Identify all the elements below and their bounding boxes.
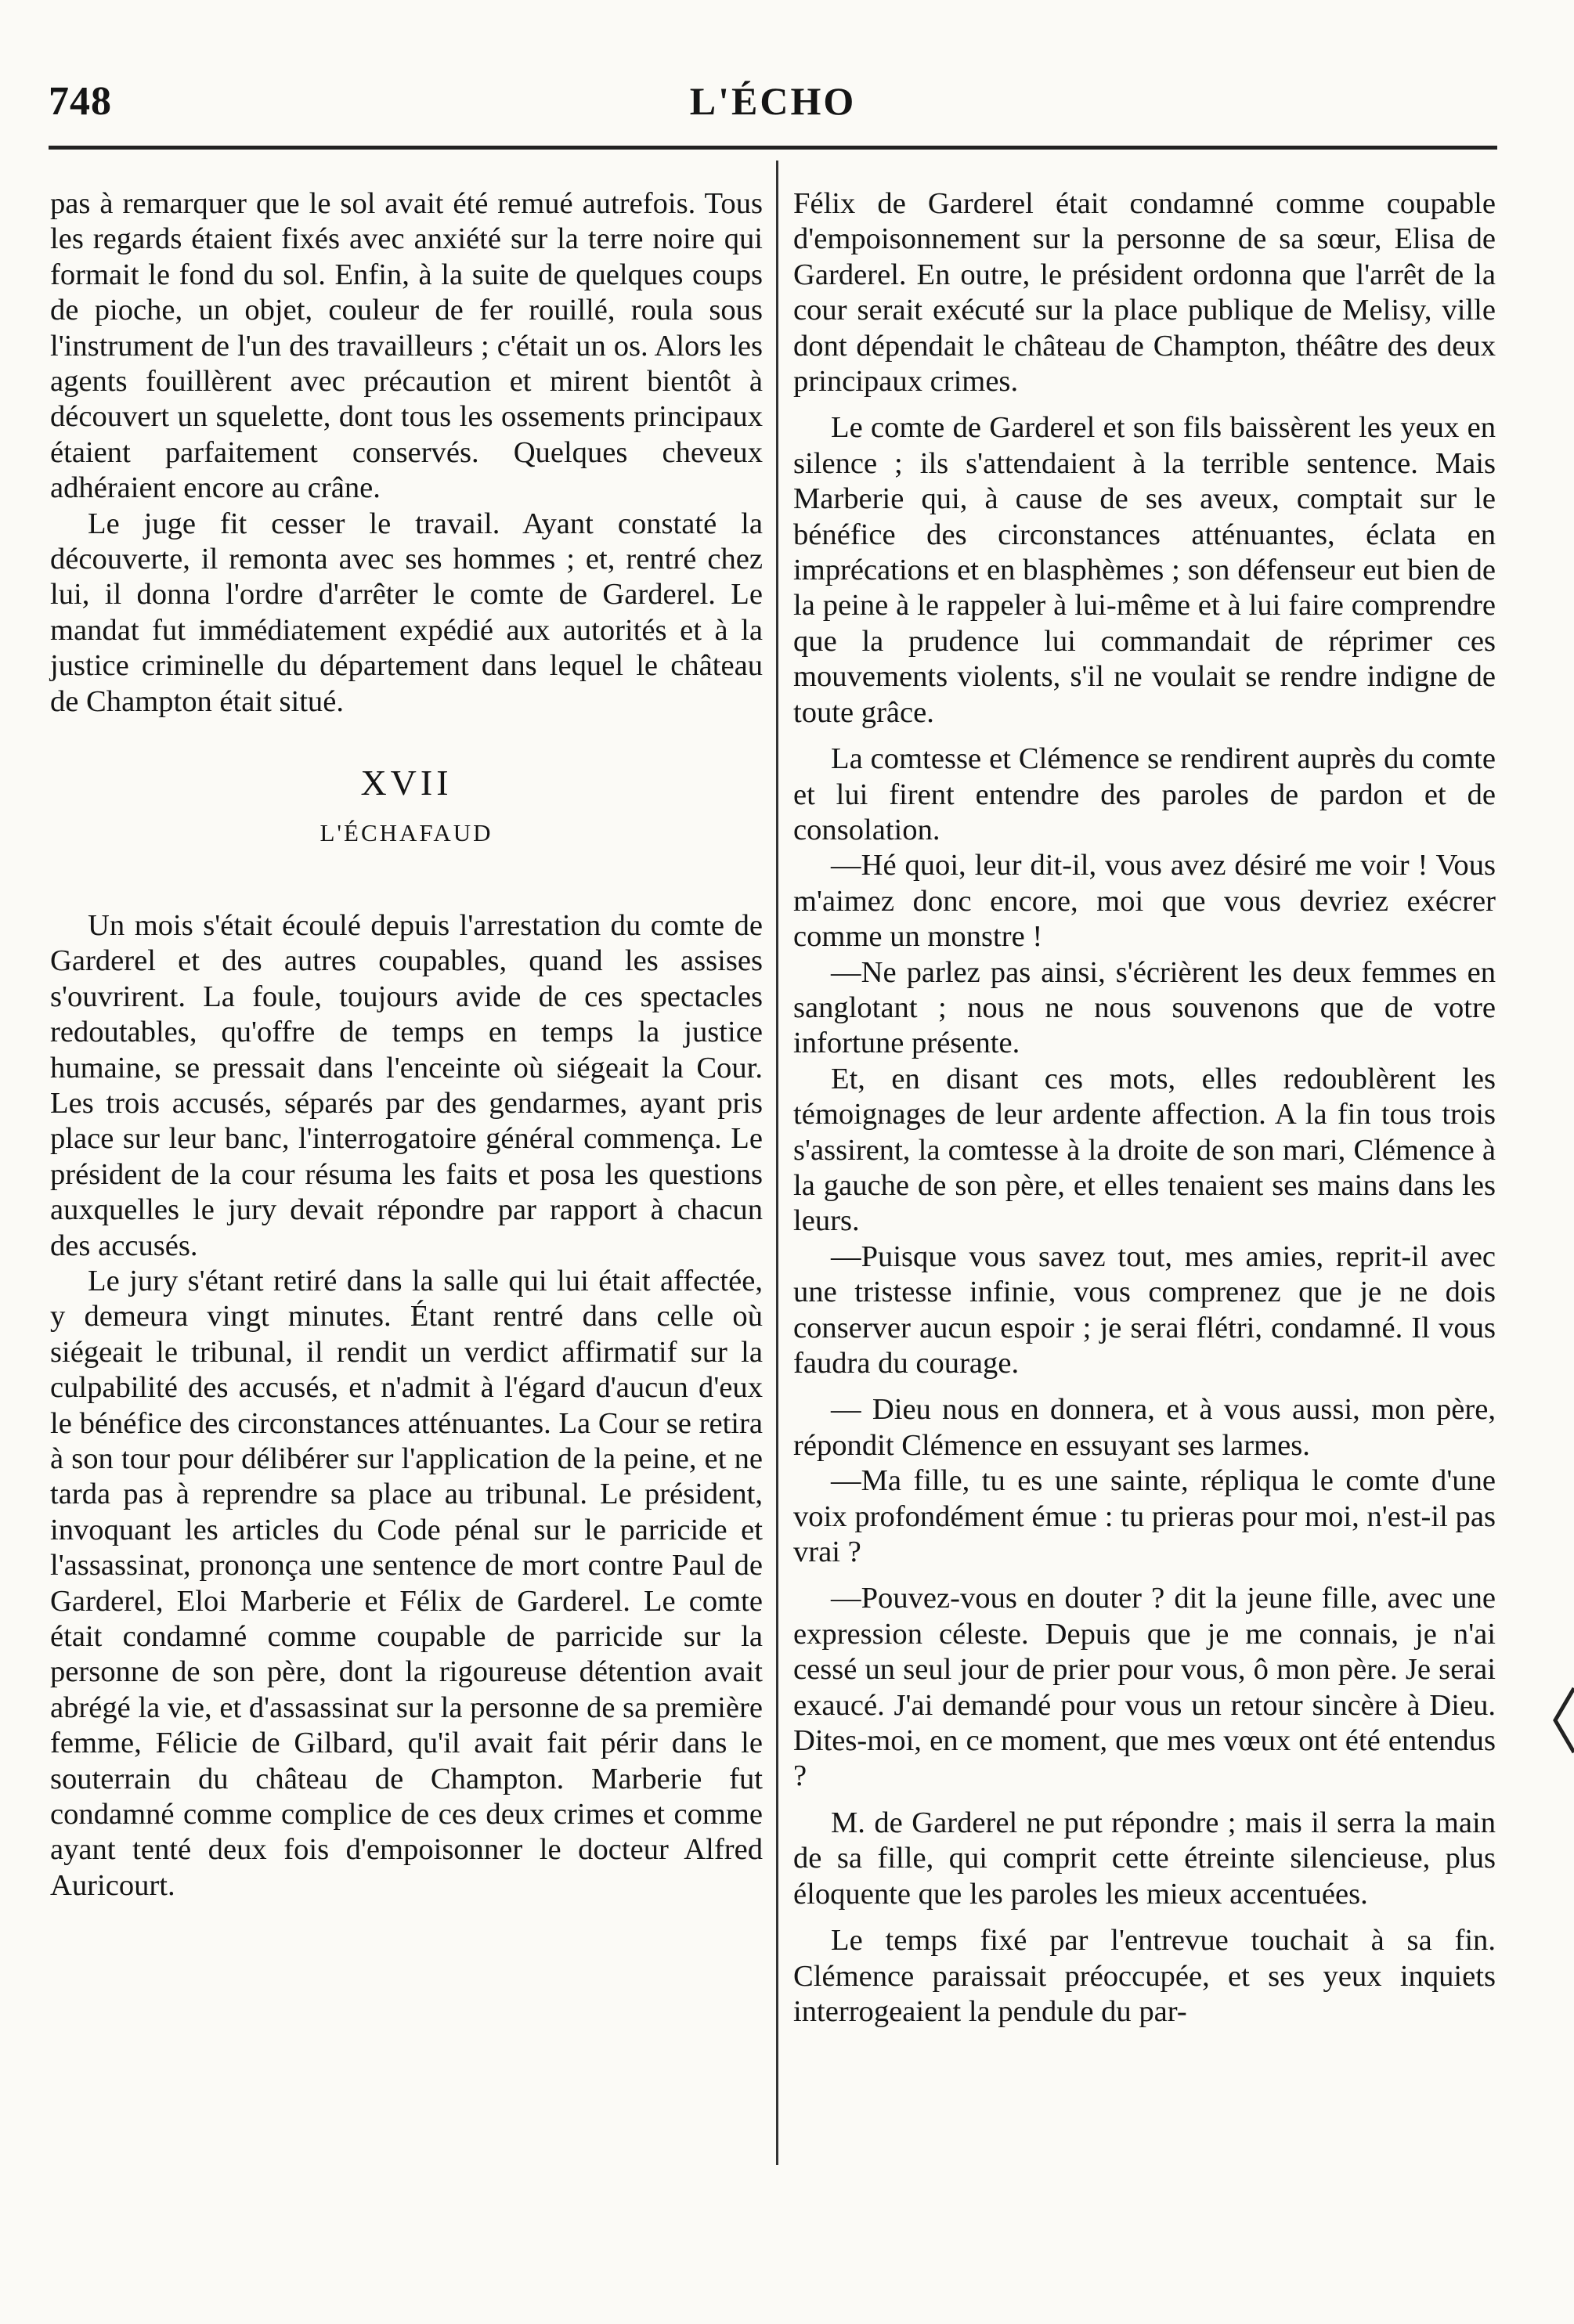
paragraph: Le jury s'étant retiré dans la salle qui lui était affectée, y demeura vingt minutes. Étant rentré dans celle où siégeait le tribunal, il rendit un verdict affirmatif sur la culpabilité des accusés, et n'admit à l'égard d'aucun d'eux le bénéfice des circonstances atténuantes. La Cour se retira à son tour pour délibérer sur l'application de la peine, et ne tarda pas à reprendre sa place au tribunal. Le président, invoquant les articles du Code pénal sur le parricide et l'assassinat, prononça une sentence de mort contre Paul de Garderel, Eloi Marberie et Félix de Garderel. Le comte était condamné comme coupable de parricide sur la personne de son père, dont la rigoureuse détention avait abrégé la vie, et d'assassinat sur la personne de sa première femme, Félicie de Gilbard, qu'il avait fait périr dans le souterrain du château de Champton. Marberie fut condamné comme complice de ces deux crimes et comme ayant tenté deux fois d'empoisonner le docteur Alfred Auricourt. — [50, 1264, 763, 1902]
header-rule — [49, 146, 1497, 150]
paragraph: —Puisque vous savez tout, mes amies, reprit-il avec une tristesse infinie, vous comprenez que je ne dois conserver aucun espoir ; je serai flétri, condamné. Il vous faudra du courage. — [793, 1240, 1496, 1380]
paragraph: —Ne parlez pas ainsi, s'écrièrent les deux femmes en sanglotant ; nous ne nous souvenons que de votre infortune présente. — [793, 955, 1496, 1060]
chapter-number: XVII — [360, 763, 453, 803]
page-number: 748 — [49, 79, 112, 124]
column-divider — [776, 161, 778, 2165]
paragraph: Le juge fit cesser le travail. Ayant constaté la découverte, il remonta avec ses hommes ; et, rentré chez lui, il donna l'ordre d'arrêter le comte de Garderel. Le mandat fut immédiatement expédié aux autorités et à la justice criminelle du département dans lequel le château de Champton était situé. — [50, 507, 763, 718]
paragraph: — Dieu nous en donnera, et à vous aussi, mon père, répondit Clémence en essuyant ses larmes. — [793, 1393, 1496, 1462]
paragraph: —Ma fille, tu es une sainte, répliqua le comte d'une voix profondément émue : tu prieras pour moi, n'est-il pas vrai ? — [793, 1464, 1496, 1569]
chapter-title: L'ÉCHAFAUD — [319, 818, 493, 846]
paragraph: Félix de Garderel était condamné comme coupable d'empoisonnement sur la personne de sa sœur, Elisa de Garderel. En outre, le président ordonna que l'arrêt de la cour serait exécuté sur la place publique de Melisy, ville dont dépendait le château de Champton, théâtre des deux principaux crimes. — [793, 187, 1496, 399]
paragraph: Le temps fixé par l'entrevue touchait à sa fin. Clémence paraissait préoccupée, et ses yeux inquiets interrogeaient la pendule du par- — [793, 1924, 1496, 2028]
right-column — [793, 186, 1496, 2030]
paragraph: pas à remarquer que le sol avait été remué autrefois. Tous les regards étaient fixés avec anxiété sur la terre noire qui formait le fond du sol. Enfin, à la suite de quelques coups de pioche, un objet, couleur de fer rouillé, roula sous l'instrument de l'un des travailleurs ; c'était un os. Alors les agents fouillèrent avec précaution et mirent bientôt à découvert un squelette, dont tous les ossements principaux étaient parfaitement conservés. Quelques cheveux adhéraient encore au crâne. — [50, 187, 763, 505]
left-column — [50, 186, 763, 1904]
paragraph: —Hé quoi, leur dit-il, vous avez désiré me voir ! Vous m'aimez donc encore, moi que vous devriez exécrer comme un monstre ! — [793, 849, 1496, 954]
paragraph: —Pouvez-vous en douter ? dit la jeune fille, avec une expression céleste. Depuis que je me connais, je n'ai cessé un seul jour de prier pour vous, ô mon père. Je serai exaucé. J'ai demandé pour vous un retour sincère à Dieu. Dites-moi, en ce moment, que mes vœux ont été entendus ? — [793, 1582, 1496, 1793]
paragraph: M. de Garderel ne put répondre ; mais il serra la main de sa fille, qui comprit cette étreinte silencieuse, plus éloquente que les paroles les mieux accentuées. — [793, 1806, 1496, 1911]
paragraph: La comtesse et Clémence se rendirent auprès du comte et lui firent entendre des paroles de pardon et de consolation. — [793, 742, 1496, 846]
margin-bracket-mark — [1549, 1685, 1574, 1756]
paragraph: Le comte de Garderel et son fils baissèrent les yeux en silence ; ils s'attendaient à la terrible sentence. Mais Marberie qui, à cause de ses aveux, comptait sur le bénéfice des circonstances atténuantes, éclata en imprécations et en blasphèmes ; son défenseur eut bien de la peine à le rappeler à lui-même et à lui faire comprendre que la prudence lui commandait de réprimer ces mouvements violents, s'il ne voulait se rendre indigne de toute grâce. — [793, 411, 1496, 729]
paragraph: Un mois s'était écoulé depuis l'arrestation du comte de Garderel et des autres coupables, quand les assises s'ouvrirent. La foule, toujours avide de ces spectacles redoutables, qu'offre de temps en temps la justice humaine, se pressait dans l'enceinte où siégeait la Cour. Les trois accusés, séparés par des gendarmes, ayant pris place sur leur banc, l'interrogatoire général commença. Le président de la cour résuma les faits et posa les questions auxquelles le jury devait répondre par rapport à chacun des accusés. — [50, 908, 763, 1262]
running-title: L'ÉCHO — [689, 79, 857, 123]
page-header — [49, 78, 1497, 125]
paragraph: Et, en disant ces mots, elles redoublèrent les témoignages de leur ardente affection. A la fin tous trois s'assirent, la comtesse à la droite de son mari, Clémence à la gauche de son père, et elles tenaient ses mains dans les leurs. — [793, 1062, 1496, 1238]
